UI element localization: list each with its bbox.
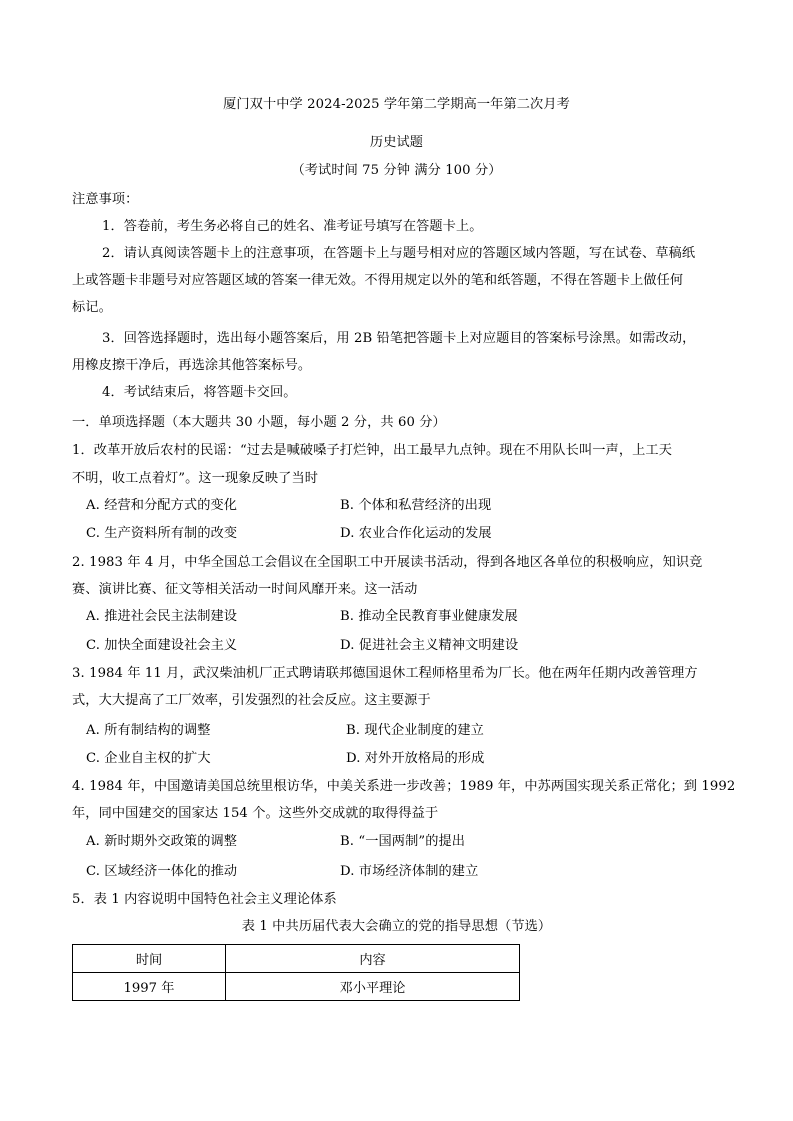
question-3-option-c: C. 企业自主权的扩大 (86, 751, 211, 766)
question-4-option-b: B. “一国两制”的提出 (340, 834, 466, 849)
question-3-option-b: B. 现代企业制度的建立 (346, 723, 484, 738)
notice-item-2-line-2: 上或答题卡非题号对应答题区域的答案一律无效。不得用规定以外的笔和纸答题，不得在答题卡上做任何 (72, 273, 684, 288)
question-1-option-d: D. 农业合作化运动的发展 (340, 526, 492, 541)
question-3-line-1: 3. 1984 年 11 月，武汉柴油机厂正式聘请联邦德国退休工程师格里希为厂长。他在两年任期内改善管理方 (72, 666, 698, 681)
question-1-line-1: 1．改革开放后农村的民谣：“过去是喊破嗓子打烂钟，出工最早九点钟。现在不用队长叫一声，上工天 (72, 443, 672, 458)
question-2-option-a: A. 推进社会民主法制建设 (86, 609, 238, 624)
notice-item-3-line-2: 用橡皮擦干净后，再选涂其他答案标号。 (72, 358, 312, 373)
section-heading: 一．单项选择题（本大题共 30 小题，每小题 2 分，共 60 分） (72, 415, 446, 430)
question-1-option-a: A. 经营和分配方式的变化 (86, 498, 238, 513)
table-row (73, 973, 520, 1001)
exam-info: （考试时间 75 分钟 满分 100 分） (291, 163, 502, 178)
table-cell-content: 邓小平理论 (226, 973, 520, 1001)
question-3-option-d: D. 对外开放格局的形成 (346, 751, 485, 766)
question-4-line-2: 年，同中国建交的国家达 154 个。这些外交成就的取得得益于 (72, 806, 439, 821)
question-2-option-c: C. 加快全面建设社会主义 (86, 638, 238, 653)
notice-item-2-line-1: 2．请认真阅读答题卡上的注意事项，在答题卡上与题号相对应的答题区域内答题，写在试卷、草稿纸 (102, 246, 696, 261)
question-4-option-c: C. 区域经济一体化的推动 (86, 864, 238, 879)
question-3-line-2: 式，大大提高了工厂效率，引发强烈的社会反应。这主要源于 (72, 693, 431, 708)
notice-item-4: 4．考试结束后，将答题卡交回。 (102, 385, 297, 400)
exam-title: 厦门双十中学 2024-2025 学年第二学期高一年第二次月考 (223, 97, 570, 112)
notice-item-1: 1．答卷前，考生务必将自己的姓名、准考证号填写在答题卡上。 (102, 219, 483, 234)
question-2-line-1: 2. 1983 年 4 月，中华全国总工会倡议在全国职工中开展读书活动，得到各地区各单位的积极响应，知识竞 (72, 555, 703, 570)
question-5-line-1: 5．表 1 内容说明中国特色社会主义理论体系 (72, 892, 337, 907)
notice-heading: 注意事项： (72, 192, 139, 207)
subject-title: 历史试题 (369, 135, 424, 150)
question-3-option-a: A. 所有制结构的调整 (86, 723, 211, 738)
question-1-option-c: C. 生产资料所有制的改变 (86, 526, 238, 541)
question-2-option-d: D. 促进社会主义精神文明建设 (340, 638, 519, 653)
question-4-option-a: A. 新时期外交政策的调整 (86, 834, 238, 849)
table-header-content: 内容 (226, 945, 520, 973)
question-4-option-d: D. 市场经济体制的建立 (340, 864, 479, 879)
guiding-thought-table (72, 944, 520, 1001)
question-1-option-b: B. 个体和私营经济的出现 (340, 498, 492, 513)
question-2-option-b: B. 推动全民教育事业健康发展 (340, 609, 518, 624)
notice-item-3-line-1: 3．回答选择题时，选出每小题答案后，用 2B 铅笔把答题卡上对应题目的答案标号涂黑。如需改动， (102, 331, 696, 346)
notice-item-2-line-3: 标记。 (72, 300, 112, 315)
table-header-time: 时间 (73, 945, 226, 973)
question-4-line-1: 4. 1984 年，中国邀请美国总统里根访华，中美关系进一步改善；1989 年，中苏两国实现关系正常化；到 1992 (72, 779, 736, 794)
question-2-line-2: 赛、演讲比赛、征文等相关活动一时间风靡开来。这一活动 (72, 582, 418, 597)
table-header-row (73, 945, 520, 973)
table-caption: 表 1 中共历届代表大会确立的党的指导思想（节选） (241, 919, 552, 934)
table-cell-time: 1997 年 (73, 973, 226, 1001)
question-1-line-2: 不明，收工点着灯”。这一现象反映了当时 (72, 471, 319, 486)
